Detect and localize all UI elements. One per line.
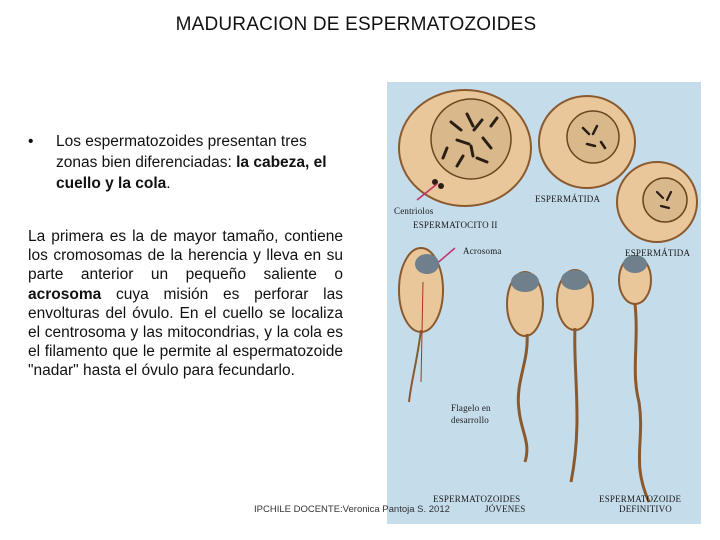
espermatida-right-cell xyxy=(617,162,697,242)
description-paragraph xyxy=(28,227,343,381)
slide-title: MADURACION DE ESPERMATOZOIDES xyxy=(175,14,537,35)
young-sperm-3 xyxy=(557,270,593,482)
label-espermatida-right: ESPERMÁTIDA xyxy=(625,248,691,258)
label-jovenes-line1: ESPERMATOZOIDES xyxy=(433,494,521,504)
bullet-marker: • xyxy=(28,133,34,150)
slide-footer: IPCHILE DOCENTE:Veronica Pantoja S. 2012 xyxy=(254,504,450,515)
bullet-text-plain: Los espermatozoides presentan tres zonas bien diferenciadas: xyxy=(56,133,307,171)
label-flagelo xyxy=(451,402,491,426)
young-sperm-1 xyxy=(399,248,443,402)
bullet-text xyxy=(56,131,352,194)
label-centriolos: Centriolos xyxy=(394,206,434,216)
spermatogenesis-figure xyxy=(387,82,701,524)
label-flagelo-line2: desarrollo xyxy=(451,415,489,425)
paragraph-part2: cuya misión es perforar las envolturas del óvulo. En el cuello se localiza el centrosoma y las mitocondrias, y la cola es el filamento que le permite al espermatozoide "nadar" hasta el óvulo para fecundarlo. xyxy=(28,285,343,380)
label-acrosoma: Acrosoma xyxy=(463,246,502,256)
paragraph-part1: La primera es la de mayor tamaño, contiene los cromosomas de la herencia y lleva en su parte anterior un pequeño saliente o xyxy=(28,228,343,284)
label-definitivo-line2: DEFINITIVO xyxy=(619,504,672,514)
spermatogenesis-illustration xyxy=(387,82,701,524)
label-espermatocito: ESPERMATOCITO II xyxy=(413,220,498,230)
young-sperm-2 xyxy=(507,272,543,462)
bullet-point xyxy=(28,131,352,194)
bullet-text-bold: la cabeza, el cuello y la cola xyxy=(56,154,327,192)
label-definitivo xyxy=(599,494,681,514)
label-espermatida-top: ESPERMÁTIDA xyxy=(535,194,601,204)
label-definitivo-line1: ESPERMATOZOIDE xyxy=(599,494,682,504)
label-flagelo-line1: Flagelo en xyxy=(451,403,491,413)
paragraph-bold-acrosoma: acrosoma xyxy=(28,285,102,303)
definitive-sperm xyxy=(619,255,651,502)
espermatida-top-cell xyxy=(539,96,635,188)
bullet-text-end: . xyxy=(166,175,171,192)
espermatocito-cell xyxy=(399,90,531,206)
label-jovenes-line2: JÓVENES xyxy=(485,504,526,514)
